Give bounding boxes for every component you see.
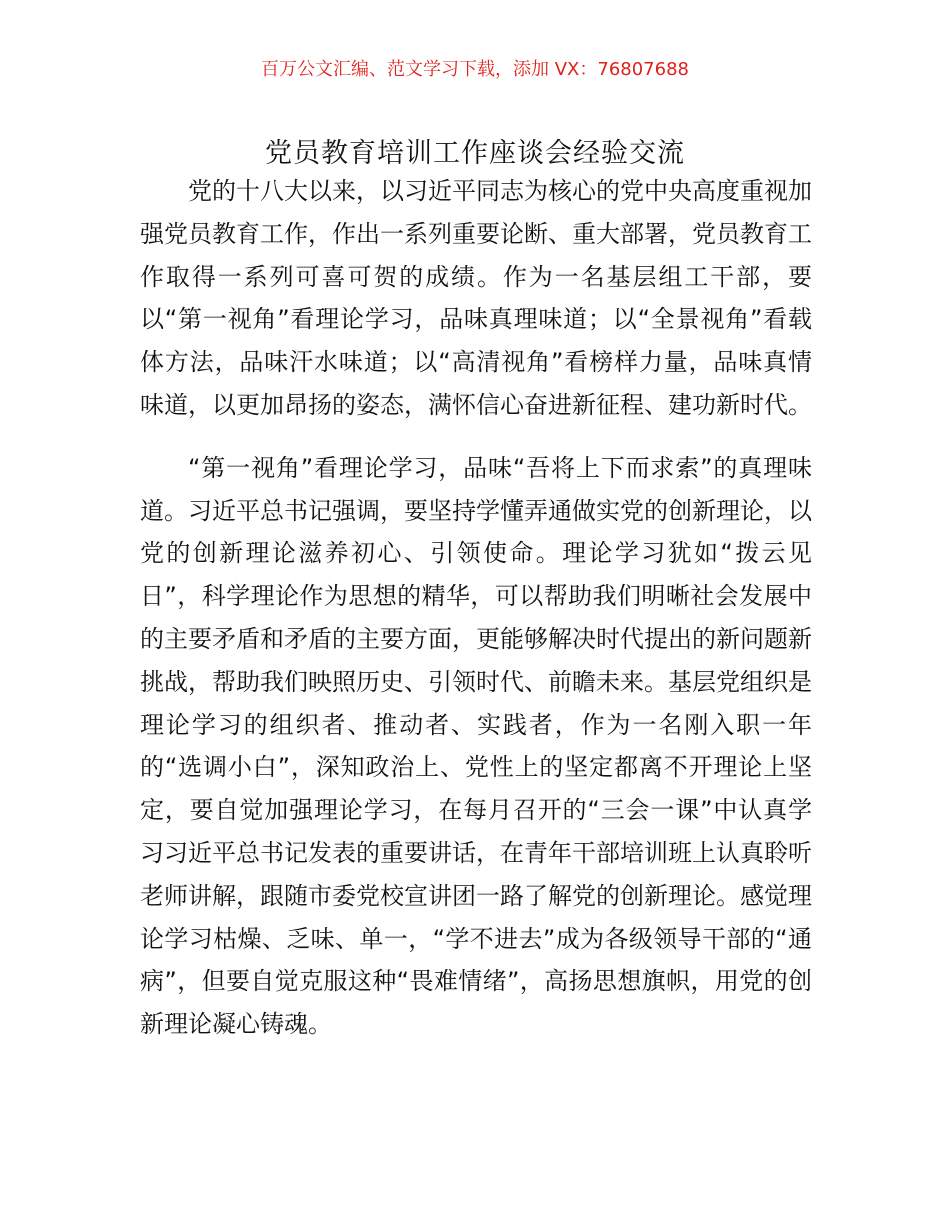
paragraph-theory-study: “第一视角”看理论学习，品味“吾将上下而求索”的真理味道。习近平总书记强调，要坚持学懂弄通做实党的创新理论，以党的创新理论滋养初心、引领使命。理论学习犹如“拨云见日”，科学理论作为思想的精华，可以帮助我们明晰社会发展中的主要矛盾和矛盾的主要方面，更能够解决时代提出的新问题新挑战，帮助我们映照历史、引领时代、前瞻未来。基层党组织是理论学习的组织者、推动者、实践者，作为一名刚入职一年的“选调小白”，深知政治上、党性上的坚定都离不开理论上坚定，要自觉加强理论学习，在每月召开的“三会一课”中认真学习习近平总书记发表的重要讲话，在青年干部培训班上认真聆听老师讲解，跟随市委党校宣讲团一路了解党的创新理论。感觉理论学习枯燥、乏味、单一，“学不进去”成为各级领导干部的“通病”，但要自觉克服这种“畏难情绪”，高扬思想旗帜，用党的创新理论凝心铸魂。 bbox=[140, 453, 812, 1039]
download-banner: 百万公文汇编、范文学习下载，添加 VX：76807688 bbox=[261, 59, 689, 80]
page-title: 党员教育培训工作座谈会经验交流 bbox=[265, 138, 685, 170]
document-body bbox=[140, 170, 812, 1046]
paragraph-intro: 党的十八大以来，以习近平同志为核心的党中央高度重视加强党员教育工作，作出一系列重要论断、重大部署，党员教育工作取得一系列可喜可贺的成绩。作为一名基层组工干部，要以“第一视角”看理论学习，品味真理味道；以“全景视角”看载体方法，品味汗水味道；以“高清视角”看榜样力量，品味真情味道，以更加昂扬的姿态，满怀信心奋进新征程、建功新时代。 bbox=[140, 177, 812, 419]
